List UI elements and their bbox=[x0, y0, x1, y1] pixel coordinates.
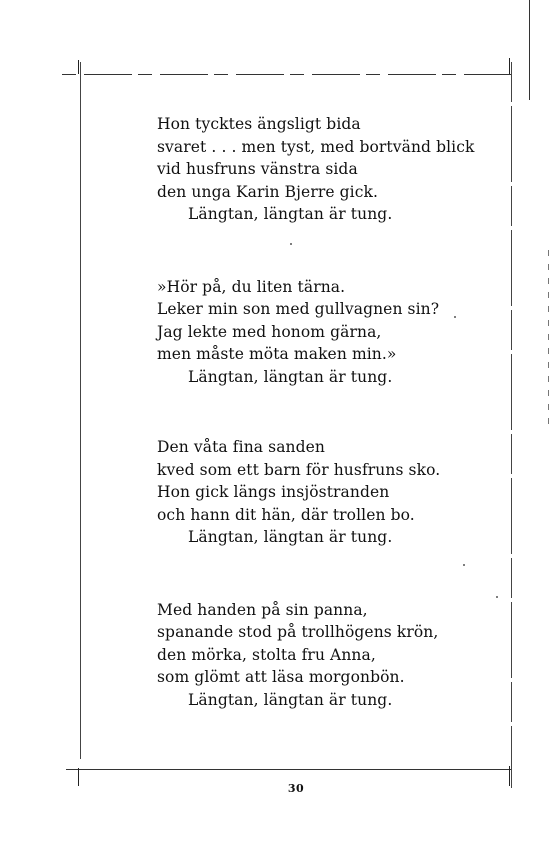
stanza bbox=[157, 276, 497, 389]
poem-line: Hon gick längs insjöstranden bbox=[157, 483, 390, 501]
refrain-line: Längtan, längtan är tung. bbox=[188, 690, 393, 709]
poem-line: den mörka, stolta fru Anna, bbox=[157, 645, 376, 664]
poem-line: kved som ett barn för husfruns sko. bbox=[157, 460, 441, 479]
poem bbox=[157, 113, 497, 761]
page-edge-line bbox=[529, 0, 530, 100]
stanza bbox=[157, 599, 497, 712]
refrain-line: Längtan, längtan är tung. bbox=[188, 367, 393, 386]
poem-line: som glömt att läsa morgonbön. bbox=[157, 668, 405, 686]
corner-tick-top-right bbox=[509, 58, 510, 74]
poem-line: den unga Karin Bjerre gick. bbox=[157, 182, 379, 201]
top-border-rule bbox=[62, 74, 512, 75]
poem-line: Hon tycktes ängsligt bida bbox=[157, 115, 361, 133]
poem-line: Jag lekte med honom gärna, bbox=[157, 322, 382, 341]
page-edge-shadow bbox=[548, 250, 549, 430]
refrain-line: Längtan, längtan är tung. bbox=[188, 205, 393, 223]
stanza bbox=[157, 113, 497, 226]
page-number-text: 30 bbox=[287, 782, 305, 795]
poem-line: vid husfruns vänstra sida bbox=[157, 160, 358, 178]
left-border-rule bbox=[80, 62, 81, 788]
poem-line: »Hör på, du liten tärna. bbox=[157, 277, 346, 296]
poem-line: spanande stod på trollhögens krön, bbox=[157, 623, 439, 641]
corner-tick-top-left bbox=[78, 60, 79, 74]
bottom-border-rule bbox=[66, 769, 512, 770]
poem-line: men måste möta maken min.» bbox=[157, 345, 397, 363]
poem-line: Med handen på sin panna, bbox=[157, 600, 368, 619]
stanza bbox=[157, 436, 497, 549]
refrain-line: Längtan, längtan är tung. bbox=[188, 528, 393, 546]
poem-line: Den våta fina sanden bbox=[157, 438, 326, 456]
poem-line: Leker min son med gullvagnen sin? bbox=[157, 300, 440, 318]
page-number bbox=[0, 782, 552, 795]
right-border-rule bbox=[511, 62, 512, 788]
poem-line: och hann dit hän, där trollen bo. bbox=[157, 505, 415, 524]
poem-line: svaret . . . men tyst, med bortvänd blick bbox=[157, 137, 475, 156]
